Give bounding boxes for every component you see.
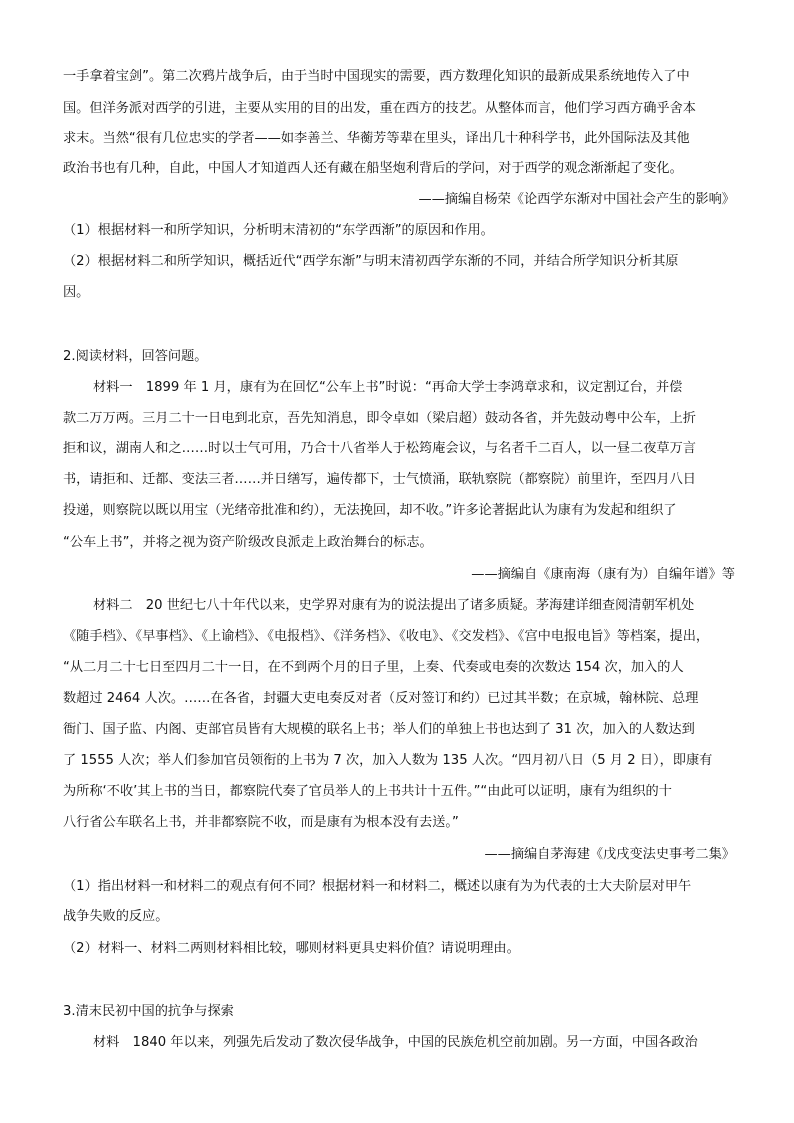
source-citation: ——摘编自茅海建《戊戌变法史事考二集》: [484, 847, 735, 862]
body-line: 求末。当然“很有几位忠实的学者——如李善兰、华蘅芳等辈在里头，译出几十种科学书，此外国际法及其他: [63, 131, 690, 146]
material-1-line: “公车上书”，并将之视为资产阶级改良派走上政治舞台的标志。: [63, 535, 433, 550]
material-2-line: 八行省公车联名上书，并非都察院不收，而是康有为根本没有去送。”: [63, 815, 459, 830]
material-1-line: 材料一 1899 年 1 月，康有为在回忆“公车上书”时说：“再命大学士李鸿章求和，议定割辽台，并偿: [93, 380, 683, 395]
material-1-line: 投递，则察院以既以用宝（光绪帝批准和约），无法挽回，却不收。”许多论著据此认为康有为发起和组织了: [63, 503, 677, 518]
material-1-line: 书，请拒和、迁都、变法三者……并日缮写，遍传都下，士气愤涌，联轨察院（都察院）前里许，至四月八日: [63, 472, 696, 487]
question-1-2: （2）根据材料二和所学知识，概括近代“西学东渐”与明末清初西学东渐的不同，并结合所学知识分析其原: [63, 254, 679, 269]
material-2-line: 衙门、国子监、内阁、吏部官员皆有大规模的联名上书；举人们的单独上书也达到了 31 次，加入的人数达到: [63, 722, 695, 737]
body-line: 国。但洋务派对西学的引进，主要从实用的目的出发，重在西方的技艺。从整体而言，他们学习西方确乎舍本: [63, 101, 696, 116]
question-2-1-cont: 战争失败的反应。: [63, 909, 169, 924]
material-2-line: 数超过 2464 人次。……在各省，封疆大吏电奏反对者（反对签订和约）已过其半数；在京城，翰林院、总理: [63, 691, 699, 706]
material-2-line: 了 1555 人次；举人们参加官员领衔的上书为 7 次，加入人数为 135 人次。“四月初八日（5 月 2 日），即康有: [63, 753, 713, 768]
material-1-line: 拒和议，湖南人和之……时以士气可用，乃合十八省举人于松筠庵会议，与名者千二百人，以一昼二夜草万言: [63, 441, 696, 456]
question-2-2: （2）材料一、材料二两则材料相比较，哪则材料更具史料价值？请说明理由。: [63, 941, 520, 956]
question-3-heading: 3.清末民初中国的抗争与探索: [63, 1004, 234, 1019]
body-line: 一手拿着宝剑”。第二次鸦片战争后，由于当时中国现实的需要，西方数理化知识的最新成果系统地传入了中: [63, 69, 690, 84]
material-2-line: “从二月二十七日至四月二十一日，在不到两个月的日子里，上奏、代奏或电奏的次数达 154 次，加入的人: [63, 660, 684, 675]
material-line: 材料 1840 年以来，列强先后发动了数次侵华战争，中国的民族危机空前加剧。另一方面，中国各政治: [93, 1035, 698, 1050]
question-2-1: （1）指出材料一和材料二的观点有何不同？根据材料一和材料二，概述以康有为为代表的士大夫阶层对甲午: [63, 879, 692, 894]
source-citation: ——摘编自杨荣《论西学东渐对中国社会产生的影响》: [418, 192, 735, 207]
question-2-heading: 2.阅读材料，回答问题。: [63, 349, 208, 364]
body-line: 政治书也有几种，自此，中国人才知道西人还有藏在船坚炮利背后的学问，对于西学的观念渐渐起了变化。: [63, 161, 683, 176]
source-citation: ——摘编自《康南海（康有为）自编年谱》等: [471, 567, 735, 582]
material-2-line: 为所称‘不收’其上书的当日，都察院代奏了官员举人的上书共计十五件。”“由此可以证明，康有为组织的十: [63, 784, 672, 799]
material-1-line: 款二万万两。三月二十一日电到北京，吾先知消息，即令卓如（梁启超）鼓动各省，并先鼓动粤中公车，上折: [63, 411, 696, 426]
material-2-line: 材料二 20 世纪七八十年代以来，史学界对康有为的说法提出了诸多质疑。茅海建详细查阅清朝军机处: [93, 598, 695, 613]
question-1-2-cont: 因。: [63, 285, 90, 300]
question-1-1: （1）根据材料一和所学知识，分析明末清初的“东学西渐”的原因和作用。: [63, 223, 494, 238]
material-2-line: 《随手档》、《早事档》、《上谕档》、《电报档》、《洋务档》、《收电》、《交发档》、《宫中电报电旨》等档案，提出，: [63, 629, 710, 644]
